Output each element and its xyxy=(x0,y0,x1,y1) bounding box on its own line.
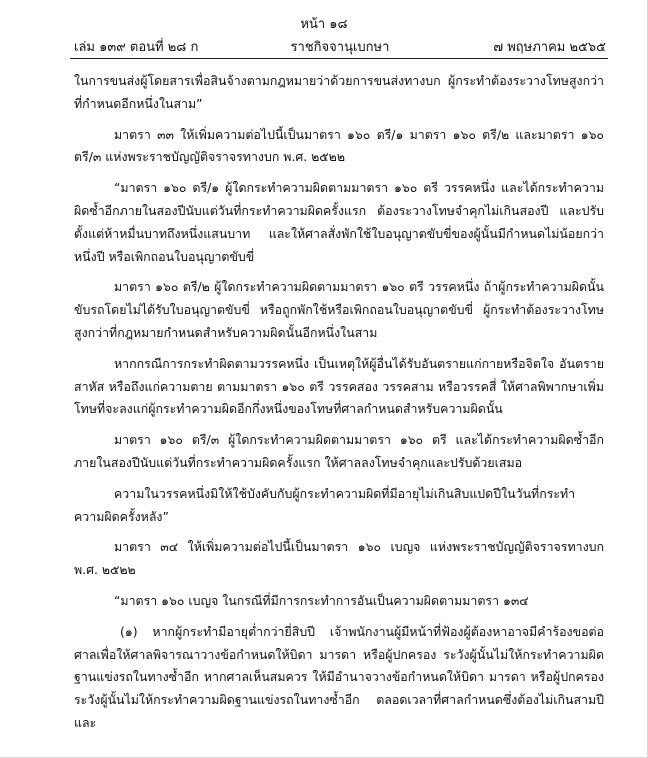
paragraph: หากกรณีการกระทำผิดตามวรรคหนึ่ง เป็นเหตุให้ผู้อื่นได้รับอันตรายแก่กายหรือจิตใจ อันตรายสาหัส หรือถึงแก่ความตาย ตามมาตรา ๑๖๐ ตรี วรรคสอง วรรคสาม หรือวรรคสี่ ให้ศาลพิพากษาเพิ่มโทษที่จะลงแก่ผู้กระทำความผิดอีกกึ่งหนึ่งของโทษที่ศาลกำหนดสำหรับความผิดนั้น xyxy=(74,355,604,417)
document-body xyxy=(74,70,604,735)
page-number: หน้า ๑๘ xyxy=(300,17,348,32)
publication-name: ราชกิจจานุเบกษา xyxy=(290,40,390,55)
volume-info: เล่ม ๑๓๙ ตอนที่ ๒๘ ก xyxy=(74,40,199,55)
paragraph: ความในวรรคหนึ่งมิให้ใช้บังคับกับผู้กระทำความผิดที่มีอายุไม่เกินสิบแปดปีในวันที่กระทำความผิดครั้งหลัง” xyxy=(74,485,576,524)
paragraph: มาตรา ๓๓ ให้เพิ่มความต่อไปนี้เป็นมาตรา ๑๖๐ ตรี/๑ มาตรา ๑๖๐ ตรี/๒ และมาตรา ๑๖๐ ตรี/๓ แห่งพระราชบัญญัติจราจรทางบก พ.ศ. ๒๕๒๒ xyxy=(74,126,604,165)
running-header xyxy=(74,36,606,54)
publication-date: ๗ พฤษภาคม ๒๕๖๕ xyxy=(493,40,606,55)
paragraph: ในการขนส่งผู้โดยสารเพื่อสินจ้างตามกฎหมายว่าด้วยการขนส่งทางบก ผู้กระทำต้องระวางโทษสูงกว่าที่กำหนดอีกหนึ่งในสาม” xyxy=(74,73,604,111)
paragraph: (๑) หากผู้กระทำมีอายุต่ำกว่ายี่สิบปี เจ้าพนักงานผู้มีหน้าที่ฟ้องผู้ต้องหาอาจมีคำร้องขอต่อศาลเพื่อให้ศาลพิจารณาวางข้อกำหนดให้บิดา มารดา หรือผู้ปกครอง ระวังผู้นั้นไม่ให้กระทำความผิดฐานแข่งรถในทางซ้ำอีก หากศาลเห็นสมควร ให้มีอำนาจวางข้อกำหนดให้บิดา มารดา หรือผู้ปกครองระวังผู้นั้นไม่ให้กระทำความผิดฐานแข่งรถในทางซ้ำอีก ตลอดเวลาที่ศาลกำหนดซึ่งต้องไม่เกินสามปีและ xyxy=(74,623,604,730)
paragraph: มาตรา ๓๔ ให้เพิ่มความต่อไปนี้เป็นมาตรา ๑๖๐ เบญจ แห่งพระราชบัญญัติจราจรทางบก พ.ศ. ๒๕๒๒ xyxy=(74,539,604,578)
paragraph: มาตรา ๑๖๐ ตรี/๓ ผู้ใดกระทำความผิดตามมาตรา ๑๖๐ ตรี และได้กระทำความผิดซ้ำอีกภายในสองปีนับแต่วันที่กระทำความผิดครั้งแรก ให้ศาลลงโทษจำคุกและปรับด้วยเสมอ xyxy=(74,432,604,470)
paragraph: “มาตรา ๑๖๐ ตรี/๑ ผู้ใดกระทำความผิดตามมาตรา ๑๖๐ ตรี วรรคหนึ่ง และได้กระทำความผิดซ้ำอีกภายในสองปีนับแต่วันที่กระทำความผิดครั้งแรก ต้องระวางโทษจำคุกไม่เกินสองปี และปรับตั้งแต่ห้าหมื่นบาทถึงหนึ่งแสนบาท และให้ศาลสั่งพักใช้ใบอนุญาตขับขี่ของผู้นั้นมีกำหนดไม่น้อยกว่าหนึ่งปี หรือเพิกถอนใบอนุญาตขับขี่ xyxy=(74,180,604,264)
paragraph: “มาตรา ๑๖๐ เบญจ ในกรณีที่มีการกระทำการอันเป็นความผิดตามมาตรา ๑๓๔ xyxy=(114,592,529,608)
header-divider xyxy=(70,58,608,59)
paragraph: มาตรา ๑๖๐ ตรี/๒ ผู้ใดกระทำความผิดตามมาตรา ๑๖๐ ตรี วรรคหนึ่ง ถ้าผู้กระทำความผิดนั้นขับรถโดยไม่ได้รับใบอนุญาตขับขี่ หรือถูกพักใช้หรือเพิกถอนใบอนุญาตขับขี่ ผู้กระทำต้องระวางโทษสูงกว่าที่กฎหมายกำหนดสำหรับความผิดนั้นอีกหนึ่งในสาม xyxy=(74,279,604,340)
